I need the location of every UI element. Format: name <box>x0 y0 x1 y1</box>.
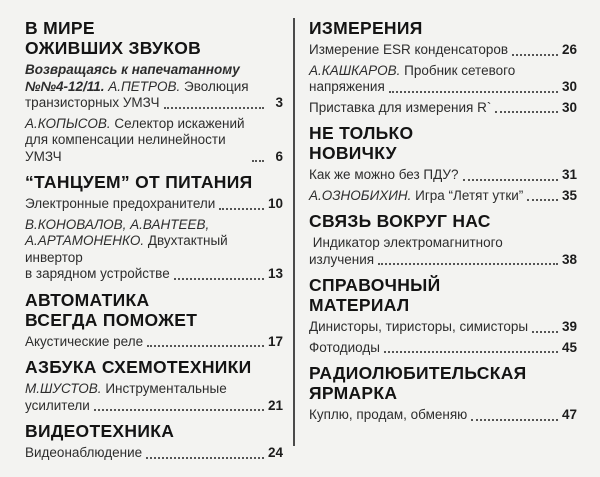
entry-title <box>309 42 508 59</box>
entry-text: Пробник сетевого <box>400 62 516 78</box>
entry-last-line <box>309 79 577 96</box>
entry-title <box>25 334 143 351</box>
toc-entry <box>309 167 577 184</box>
entry-text: Эволюция <box>180 78 249 94</box>
section-heading-line: ОЖИВШИХ ЗВУКОВ <box>25 38 202 58</box>
page-number: 21 <box>267 397 283 413</box>
dot-leader <box>164 107 264 109</box>
entry-text: Электронные предохранители <box>25 196 216 211</box>
entry-text: Возвращаясь к напечатанному <box>25 62 240 77</box>
entry-title <box>25 132 248 165</box>
dot-leader <box>378 263 558 265</box>
dot-leader <box>495 111 558 113</box>
entry-line <box>25 62 283 79</box>
toc-entry <box>309 63 577 96</box>
entry-text: усилители <box>25 397 90 413</box>
section-heading <box>25 290 283 330</box>
author-name: В.КОНОВАЛОВ, А.ВАНТЕЕВ, <box>25 216 210 232</box>
entry-text: Акустические реле <box>25 333 144 349</box>
entry-text: в зарядном устройстве <box>25 266 170 281</box>
section-heading-line: В МИРЕ <box>25 18 95 38</box>
entry-text: Двухтактный инвертор <box>25 233 232 265</box>
toc-entry <box>309 188 577 205</box>
entry-title <box>25 398 90 415</box>
entry-text: №№4-12/11. <box>25 78 105 94</box>
dot-leader <box>146 457 264 459</box>
dot-leader <box>532 331 558 333</box>
dot-leader <box>471 419 558 421</box>
section-heading <box>309 211 577 231</box>
toc-entry <box>309 235 577 268</box>
section-heading-line: ЯРМАРКА <box>309 383 398 403</box>
entry-text: Фотодиоды <box>309 339 380 355</box>
entry-last-line <box>25 398 283 415</box>
entry-title <box>309 407 467 424</box>
entry-line <box>25 116 283 133</box>
entry-last-line <box>309 42 577 59</box>
dot-leader <box>463 179 558 181</box>
entry-last-line <box>309 188 577 205</box>
dot-leader <box>147 345 264 347</box>
author-name: А.ПЕТРОВ. <box>104 78 181 94</box>
section-heading-line: АВТОМАТИКА <box>25 289 150 310</box>
entry-text: Куплю, продам, обменяю <box>309 407 468 422</box>
toc-entry <box>309 407 577 424</box>
toc-entry <box>25 196 283 213</box>
page-number: 38 <box>561 251 577 267</box>
entry-line <box>25 381 283 398</box>
toc-entry <box>25 445 283 462</box>
section-heading-line: ВИДЕОТЕХНИКА <box>25 421 175 441</box>
dot-leader <box>94 409 264 411</box>
entry-text: Измерение ESR конденсаторов <box>309 42 509 57</box>
entry-line <box>25 233 283 266</box>
entry-title <box>25 445 142 462</box>
entry-text: напряжения <box>309 79 385 94</box>
entry-title <box>309 319 528 336</box>
toc-entry <box>25 381 283 414</box>
toc-entry <box>309 319 577 336</box>
section-heading-line: СВЯЗЬ ВОКРУГ НАС <box>309 211 491 231</box>
dot-leader <box>174 278 264 280</box>
column-divider <box>293 18 295 446</box>
page-number: 47 <box>561 407 577 422</box>
author-name: А.КОПЫСОВ. <box>25 115 111 131</box>
page-number: 26 <box>561 42 577 57</box>
dot-leader <box>219 208 264 210</box>
entry-line <box>309 235 577 252</box>
section-heading-line: НЕ ТОЛЬКО <box>309 123 414 143</box>
page-number: 13 <box>267 266 283 281</box>
entry-text: Селектор искажений <box>110 115 245 131</box>
toc-entry <box>25 116 283 166</box>
page-number: 39 <box>561 319 577 334</box>
entry-title <box>309 340 380 357</box>
entry-last-line <box>309 319 577 336</box>
section-heading-line: ВСЕГДА ПОМОЖЕТ <box>25 309 198 330</box>
entry-last-line <box>25 266 283 283</box>
entry-line <box>25 217 283 234</box>
entry-text: для компенсации нелинейности УМЗЧ <box>25 132 230 164</box>
dot-leader <box>527 199 558 201</box>
author-name: А.ОЗНОБИХИН. <box>309 187 412 203</box>
entry-last-line <box>25 132 283 165</box>
author-name: А.КАШКАРОВ. <box>309 62 401 78</box>
entry-text: Как же можно без ПДУ? <box>309 167 459 182</box>
section-heading-line: “ТАНЦУЕМ” ОТ ПИТАНИЯ <box>25 172 253 192</box>
entry-text: Видеонаблюдение <box>25 445 143 460</box>
page-number: 24 <box>267 445 283 460</box>
entry-text: излучения <box>309 251 375 267</box>
entry-last-line <box>309 252 577 269</box>
page-number: 30 <box>561 99 577 115</box>
toc-entry <box>25 62 283 112</box>
section-heading <box>309 275 577 315</box>
toc-column-left <box>25 18 283 462</box>
section-heading-line: НОВИЧКУ <box>309 143 397 163</box>
page-number: 3 <box>275 95 283 110</box>
page-number: 31 <box>561 167 577 182</box>
section-heading <box>309 18 577 38</box>
toc-entry <box>25 217 283 283</box>
page-number: 30 <box>561 79 577 94</box>
section-heading-line: СПРАВОЧНЫЙ <box>309 275 441 295</box>
entry-title <box>25 266 170 283</box>
section-heading-line: АЗБУКА СХЕМОТЕХНИКИ <box>25 357 252 377</box>
entry-text: Индикатор электромагнитного <box>309 235 503 250</box>
entry-last-line <box>309 340 577 357</box>
section-heading <box>25 18 283 58</box>
entry-last-line <box>309 100 577 117</box>
page-number: 45 <box>561 339 577 355</box>
entry-last-line <box>25 334 283 351</box>
entry-text: транзисторных УМЗЧ <box>25 95 160 110</box>
section-heading-line: РАДИОЛЮБИТЕЛЬСКАЯ <box>309 363 527 383</box>
entry-text: Инструментальные <box>101 381 227 396</box>
section-heading <box>309 363 577 403</box>
page-number: 35 <box>561 187 577 203</box>
author-name: М.ШУСТОВ. <box>25 381 102 396</box>
entry-title <box>309 252 374 269</box>
section-heading <box>25 172 283 192</box>
section-heading <box>25 357 283 377</box>
dot-leader <box>384 351 558 353</box>
dot-leader <box>389 91 558 93</box>
entry-text: Динисторы, тиристоры, симисторы <box>309 319 529 334</box>
toc-entry <box>25 334 283 351</box>
entry-title <box>25 196 215 213</box>
section-heading-line: МАТЕРИАЛ <box>309 295 410 315</box>
entry-title <box>25 95 160 112</box>
toc-entry <box>309 100 577 117</box>
entry-title <box>309 79 385 96</box>
dot-leader <box>512 54 558 56</box>
entry-title <box>309 188 523 205</box>
entry-last-line <box>309 407 577 424</box>
entry-line <box>309 63 577 80</box>
entry-title <box>309 167 459 184</box>
author-name: А.АРТАМОНЕНКО. <box>25 233 145 248</box>
entry-last-line <box>25 445 283 462</box>
entry-text: Приставка для измерения R` <box>309 99 492 115</box>
entry-text: Игра “Летят утки” <box>411 187 524 203</box>
entry-last-line <box>25 196 283 213</box>
entry-last-line <box>25 95 283 112</box>
toc-column-right <box>309 18 577 424</box>
entry-title <box>309 100 491 117</box>
page-number: 17 <box>267 333 283 349</box>
section-heading <box>25 421 283 441</box>
page-number: 10 <box>267 196 283 211</box>
section-heading <box>309 123 577 163</box>
section-heading-line: ИЗМЕРЕНИЯ <box>309 18 423 38</box>
entry-last-line <box>309 167 577 184</box>
dot-leader <box>252 160 264 162</box>
toc-entry <box>309 42 577 59</box>
entry-line <box>25 79 283 96</box>
page-number: 6 <box>275 148 283 164</box>
toc-entry <box>309 340 577 357</box>
